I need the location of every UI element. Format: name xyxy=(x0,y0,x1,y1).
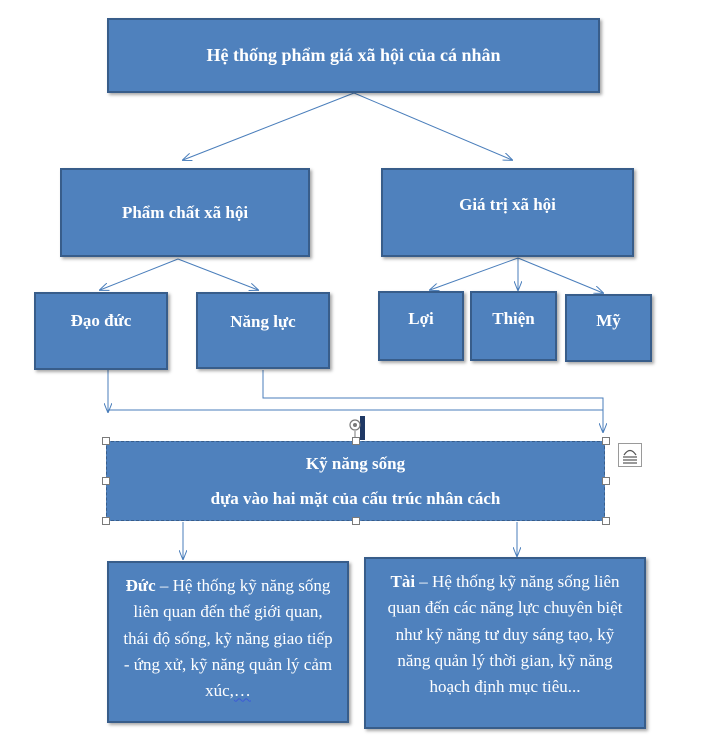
tai-ellipsis: ... xyxy=(567,677,581,697)
arrow-gia-tri-to-my xyxy=(518,258,603,293)
duc-ellipsis: … xyxy=(233,681,251,701)
selection-handle[interactable] xyxy=(102,437,110,445)
tai-box[interactable] xyxy=(364,557,646,729)
rotate-handle-icon xyxy=(350,420,360,430)
selection-handle[interactable] xyxy=(102,477,110,485)
loi-box[interactable] xyxy=(378,291,464,361)
root-label: Hệ thống phẩm giá xã hội của cá nhân xyxy=(206,45,501,65)
loi-label: Lợi xyxy=(408,309,434,328)
skill-subtitle: dựa vào hai mặt của cấu trúc nhân cách xyxy=(210,489,501,508)
arrow-root-to-gia-tri xyxy=(354,93,512,160)
arrow-dao-duc-to-skill xyxy=(108,370,603,410)
gia-tri-label: Giá trị xã hội xyxy=(459,194,556,214)
layout-options-glyph xyxy=(619,444,641,466)
duc-box[interactable] xyxy=(107,561,349,723)
arrow-gia-tri-to-loi xyxy=(430,258,518,290)
duc-text: – Hệ thống kỹ năng sống liên quan đến thế giới quan, thái độ sống, kỹ năng giao tiếp - ứng xử, kỹ năng quản lý cảm xúc, xyxy=(123,576,333,701)
pham-chat-box[interactable] xyxy=(60,168,310,257)
arrow-pham-chat-to-dao-duc xyxy=(100,259,178,290)
gia-tri-box[interactable] xyxy=(381,168,634,257)
my-box[interactable] xyxy=(565,294,652,362)
nang-luc-box[interactable] xyxy=(196,292,330,369)
tai-description xyxy=(378,569,632,701)
thien-box[interactable] xyxy=(470,291,557,361)
selection-handle[interactable] xyxy=(602,517,610,525)
dao-duc-box[interactable] xyxy=(34,292,168,370)
selection-handle[interactable] xyxy=(352,437,360,445)
root-box[interactable] xyxy=(107,18,600,93)
arrow-root-to-pham-chat xyxy=(183,93,354,160)
tai-title: Tài xyxy=(390,572,416,591)
thien-label: Thiện xyxy=(492,309,535,328)
skill-box[interactable] xyxy=(106,441,605,521)
selection-handle[interactable] xyxy=(352,517,360,525)
pham-chat-label: Phẩm chất xã hội xyxy=(121,202,249,222)
layout-options-icon[interactable] xyxy=(618,443,642,467)
selection-handle[interactable] xyxy=(602,437,610,445)
duc-title: Đức xyxy=(125,576,156,595)
tai-text: – Hệ thống kỹ năng sống liên quan đến các năng lực chuyên biệt như kỹ năng tư duy sáng tạo, kỹ năng quản lý thời gian, kỹ năng hoạch định mục tiêu xyxy=(387,572,623,697)
arrow-nang-luc-to-skill xyxy=(263,370,603,432)
duc-description xyxy=(121,573,335,705)
arrow-pham-chat-to-nang-luc xyxy=(178,259,258,290)
dao-duc-label: Đạo đức xyxy=(70,311,132,330)
nang-luc-label: Năng lực xyxy=(230,311,296,331)
skill-title: Kỹ năng sống xyxy=(305,453,406,473)
my-label: Mỹ xyxy=(596,311,621,330)
selection-handle[interactable] xyxy=(102,517,110,525)
selection-handle[interactable] xyxy=(602,477,610,485)
